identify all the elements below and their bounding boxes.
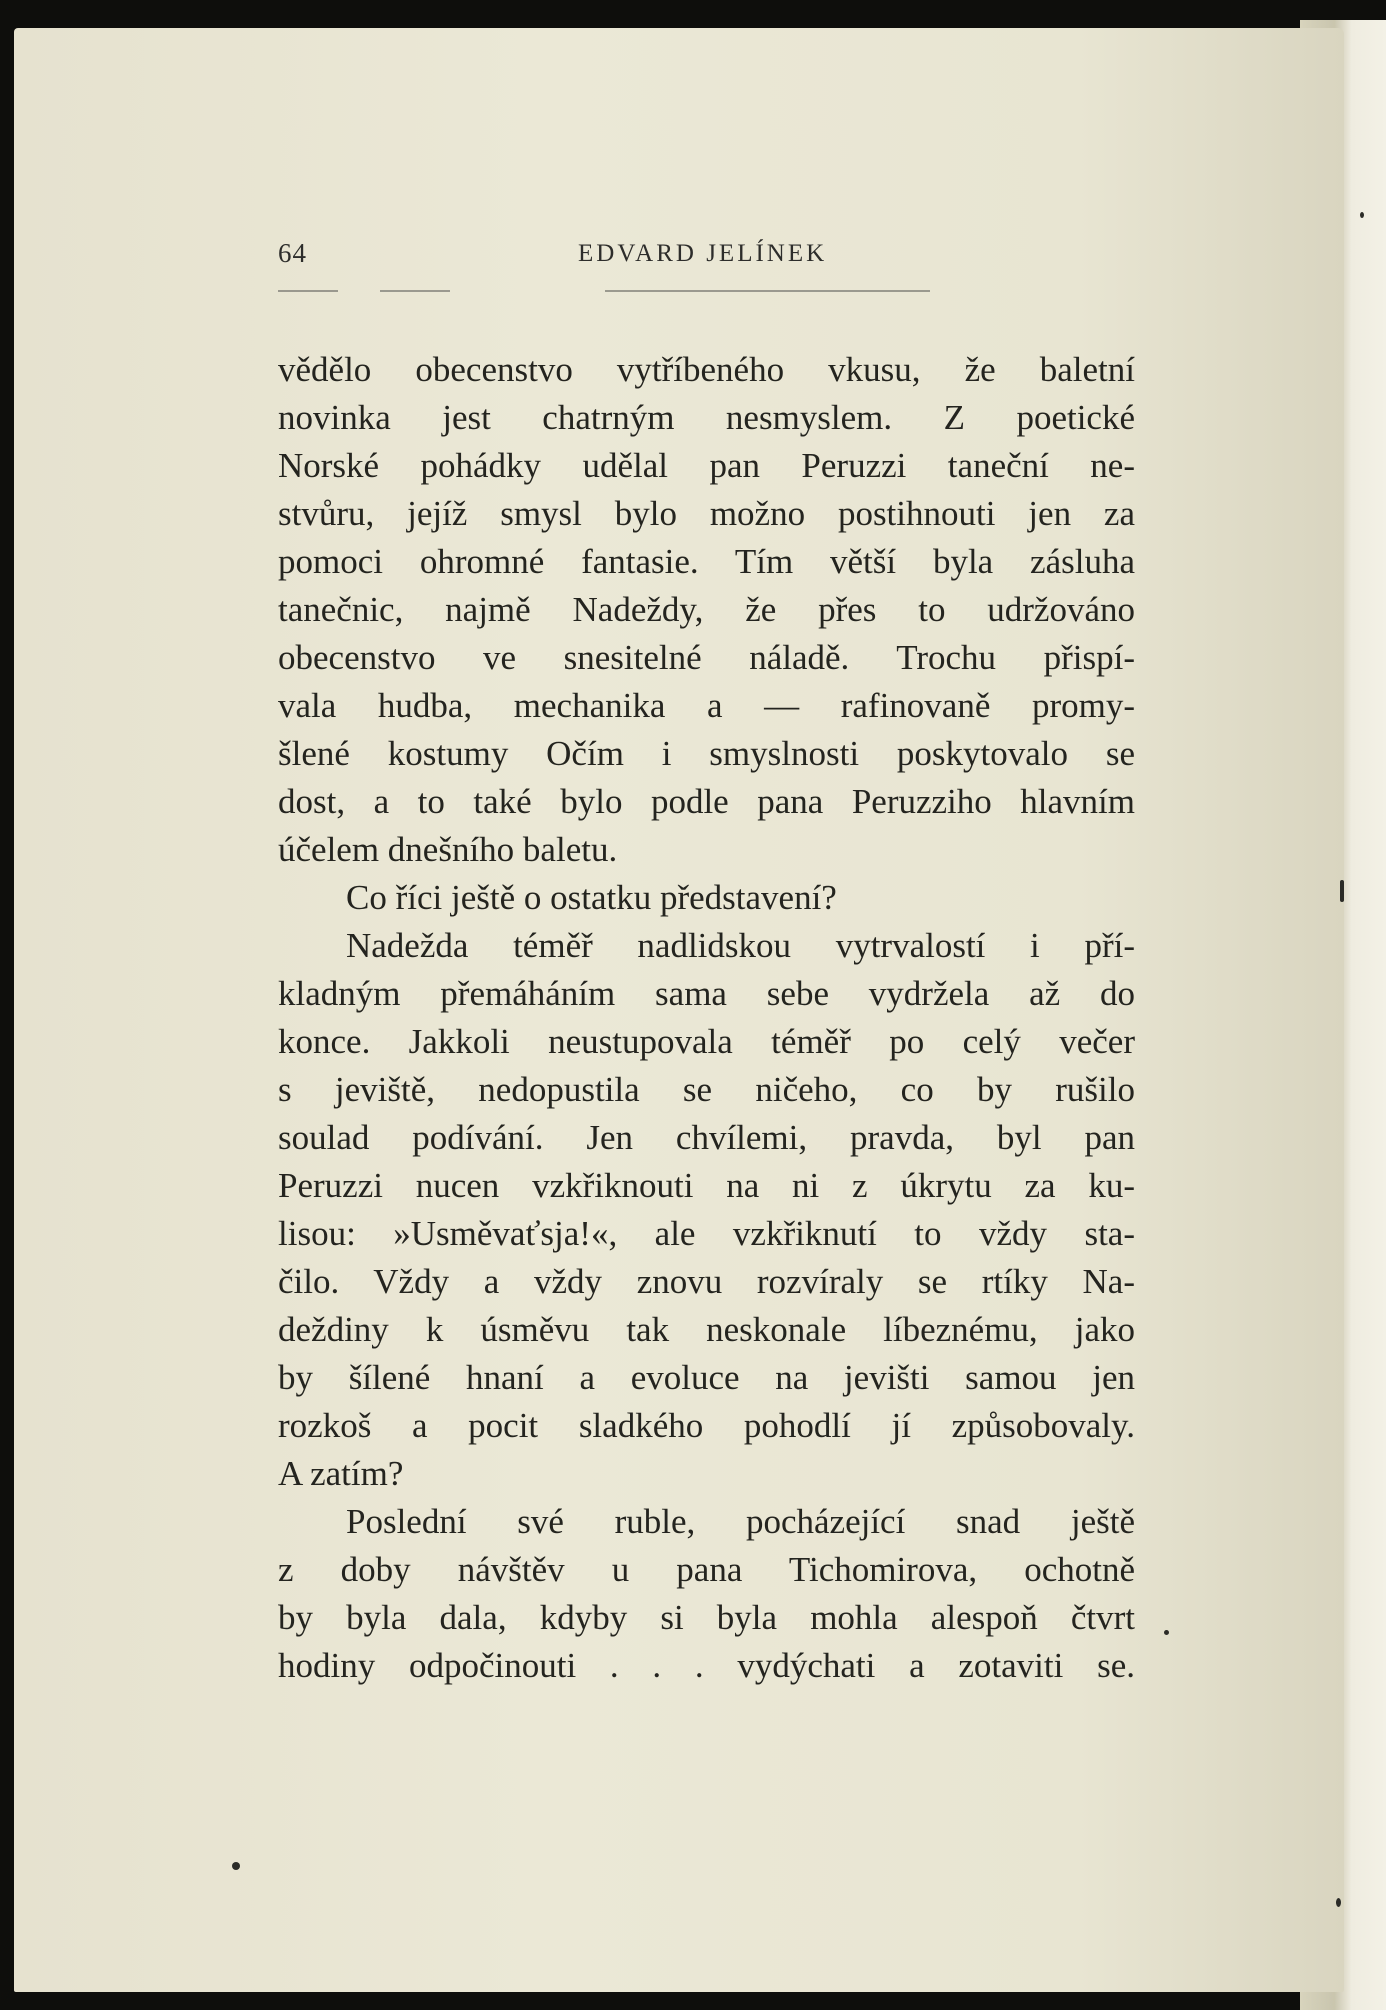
- text-line: rozkoš a pocit sladkého pohodlí jí způsobovaly.: [278, 1406, 1135, 1445]
- text-line: Peruzzi nucen vzkřiknouti na ni z úkrytu za ku-: [278, 1166, 1135, 1205]
- body-text: [278, 346, 1135, 1690]
- text-line: deždiny k úsměvu tak neskonale líbeznému, jako: [278, 1310, 1135, 1349]
- text-line: Co říci ještě o ostatku představení?: [346, 878, 837, 917]
- running-title: EDVARD JELÍNEK: [578, 240, 828, 267]
- text-line: Nadežda téměř nadlidskou vytrvalostí i pří-: [346, 926, 1135, 965]
- dust-speck: [1164, 1630, 1169, 1635]
- header-rule-segment: [278, 290, 338, 292]
- text-line: pomoci ohromné fantasie. Tím větší byla zásluha: [278, 542, 1135, 581]
- text-line: účelem dnešního baletu.: [278, 830, 618, 869]
- text-line: šlené kostumy Očím i smyslnosti poskytovalo se: [278, 734, 1135, 773]
- text-line: Poslední své ruble, pocházející snad ještě: [346, 1502, 1135, 1541]
- text-line: novinka jest chatrným nesmyslem. Z poetické: [278, 398, 1135, 437]
- dust-speck: [1360, 212, 1364, 218]
- text-line: by šílené hnaní a evoluce na jevišti samou jen: [278, 1358, 1135, 1397]
- text-line: konce. Jakkoli neustupovala téměř po celý večer: [278, 1022, 1135, 1061]
- text-line: čilo. Vždy a vždy znovu rozvíraly se rtíky Na-: [278, 1262, 1135, 1301]
- text-line: soulad podívání. Jen chvílemi, pravda, byl pan: [278, 1118, 1135, 1157]
- text-line: obecenstvo ve snesitelné náladě. Trochu přispí-: [278, 638, 1135, 677]
- page-header: [278, 232, 1130, 276]
- text-line: Norské pohádky udělal pan Peruzzi taneční ne-: [278, 446, 1135, 485]
- header-rule-segment: [605, 290, 930, 292]
- text-line: A zatím?: [278, 1454, 404, 1493]
- text-line: by byla dala, kdyby si byla mohla alespoň čtvrt: [278, 1598, 1135, 1637]
- text-line: s jeviště, nedopustila se ničeho, co by rušilo: [278, 1070, 1135, 1109]
- text-line: dost, a to také bylo podle pana Peruzziho hlavním: [278, 782, 1135, 821]
- text-line: kladným přemáháním sama sebe vydržela až do: [278, 974, 1135, 1013]
- dust-speck: [232, 1862, 240, 1870]
- dust-speck: [1336, 1898, 1341, 1907]
- text-line: hodiny odpočinouti . . . vydýchati a zotaviti se.: [278, 1646, 1135, 1685]
- text-line: vala hudba, mechanika a — rafinovaně promy-: [278, 686, 1135, 725]
- text-line: z doby návštěv u pana Tichomirova, ochotně: [278, 1550, 1135, 1589]
- page-number: 64: [278, 238, 307, 268]
- text-line: vědělo obecenstvo vytříbeného vkusu, že baletní: [278, 350, 1135, 389]
- dust-speck: [1340, 880, 1344, 902]
- text-line: stvůru, jejíž smysl bylo možno postihnouti jen za: [278, 494, 1135, 533]
- text-line: tanečnic, najmě Nadeždy, že přes to udržováno: [278, 590, 1135, 629]
- header-rule-segment: [380, 290, 450, 292]
- text-line: lisou: »Usměvaťsja!«, ale vzkřiknutí to vždy sta-: [278, 1214, 1135, 1253]
